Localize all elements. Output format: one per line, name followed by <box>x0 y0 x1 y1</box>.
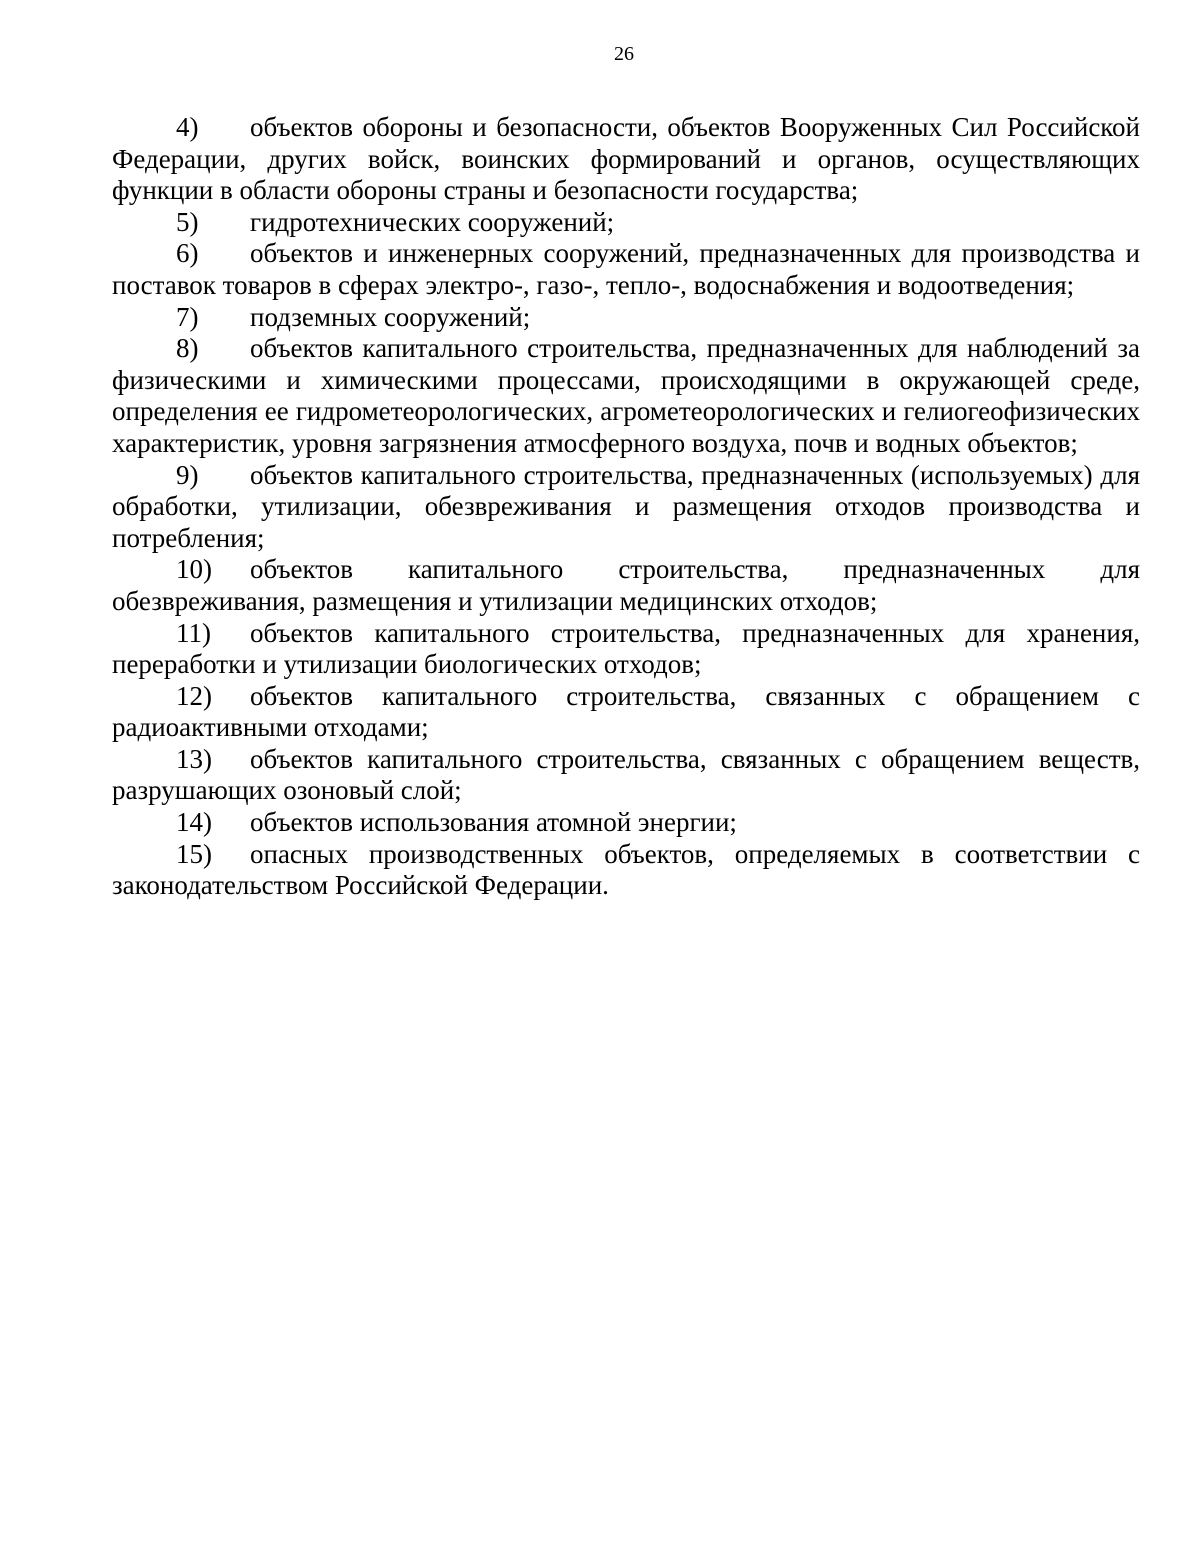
item-text: объектов обороны и безопасности, объектов Вооруженных Сил Российской Федерации, других войск, воинских формирований и органов, осуществляющих функции в области обороны страны и безопасности государства; <box>112 112 1140 206</box>
item-text: объектов капитального строительства, предназначенных (используемых) для обработки, утилизации, обезвреживания и размещения отходов производства и потребления; <box>112 459 1140 553</box>
item-number: 15) <box>176 838 212 869</box>
item-text: объектов использования атомной энергии; <box>250 807 737 838</box>
item-text: подземных сооружений; <box>250 301 531 332</box>
list-item <box>112 744 1140 807</box>
item-text: объектов капитального строительства, связанных с обращением с радиоактивными отходами; <box>112 680 1140 743</box>
list-item <box>112 302 1140 334</box>
item-number: 4) <box>176 112 199 142</box>
list-item <box>112 807 1140 839</box>
item-text: объектов и инженерных сооружений, предназначенных для производства и поставок товаров в сферах электро-, газо-, тепло-, водоснабжения и водоотведения; <box>112 238 1140 300</box>
item-number: 8) <box>176 333 199 364</box>
item-text: объектов капитального строительства, предназначенных для наблюдений за физическими и химическими процессами, происходящими в окружающей среде, определения ее гидрометеорологических, агрометеорологических и гелиогеофизических характеристик, уровня загрязнения атмосферного воздуха, почв и водных объектов; <box>112 333 1140 458</box>
page-number: 26 <box>614 43 634 65</box>
item-text: опасных производственных объектов, определяемых в соответствии с законодательством Российской Федерации. <box>112 838 1140 901</box>
list-item <box>112 554 1140 617</box>
item-number: 10) <box>176 554 212 585</box>
list-item <box>112 839 1140 902</box>
item-text: объектов капитального строительства, связанных с обращением веществ, разрушающих озоновый слой; <box>112 743 1140 806</box>
list-item <box>112 112 1140 207</box>
list-item <box>112 681 1140 744</box>
item-text: гидротехнических сооружений; <box>250 206 615 237</box>
item-number: 7) <box>176 301 199 332</box>
item-number: 6) <box>176 238 199 269</box>
item-text: объектов капитального строительства, предназначенных для обезвреживания, размещения и утилизации медицинских отходов; <box>112 554 1140 616</box>
item-list <box>112 112 1140 902</box>
item-number: 12) <box>176 680 212 711</box>
item-number: 11) <box>176 617 211 648</box>
item-text: объектов капитального строительства, предназначенных для хранения, переработки и утилизации биологических отходов; <box>112 617 1140 680</box>
list-item <box>112 207 1140 239</box>
item-number: 9) <box>176 459 199 490</box>
list-item <box>112 460 1140 555</box>
item-number: 14) <box>176 807 212 838</box>
item-number: 5) <box>176 206 199 237</box>
item-number: 13) <box>176 743 212 774</box>
list-item <box>112 333 1140 459</box>
list-item <box>112 618 1140 681</box>
list-item <box>112 238 1140 301</box>
